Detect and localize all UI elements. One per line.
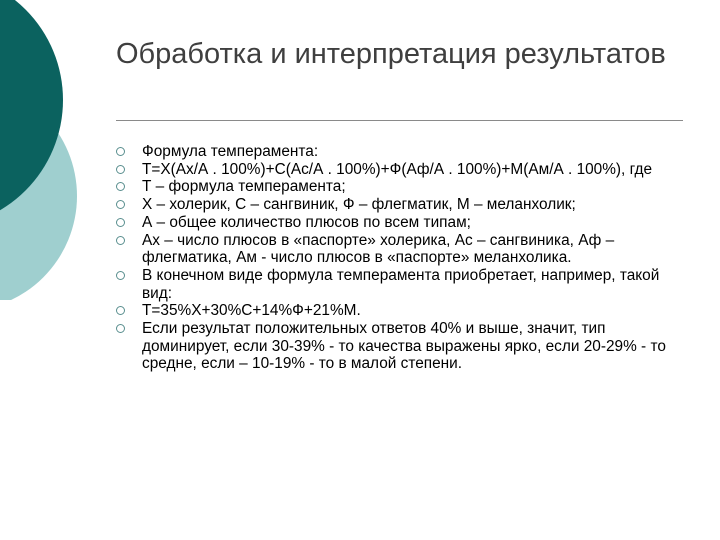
bullet-text: Х – холерик, С – сангвиник, Ф – флегматик, М – меланхолик;: [142, 196, 576, 214]
bullet-item: [116, 161, 686, 179]
bullet-item: [116, 178, 686, 196]
bullet-text: Т=Х(Ах/А . 100%)+С(Ас/А . 100%)+Ф(Аф/А . 100%)+М(Ам/А . 100%), где: [142, 160, 653, 178]
bullet-item: [116, 302, 686, 320]
decorative-circles: [0, 0, 80, 300]
bullet-marker-icon: [116, 218, 125, 227]
bullet-marker-icon: [116, 182, 125, 191]
bullet-marker-icon: [116, 271, 125, 280]
bullet-list: [116, 143, 686, 373]
bullet-item: [116, 143, 686, 161]
title-divider: [116, 120, 683, 121]
bullet-text: А – общее количество плюсов по всем типам;: [142, 213, 471, 231]
bullet-marker-icon: [116, 236, 125, 245]
bullet-item: [116, 196, 686, 214]
bullet-item: [116, 232, 686, 267]
bullet-text: Т – формула темперамента;: [142, 178, 346, 196]
bullet-marker-icon: [116, 306, 125, 315]
bullet-marker-icon: [116, 324, 125, 333]
bullet-text: Формула темперамента:: [142, 143, 319, 160]
bullet-text: Ах – число плюсов в «паспорте» холерика, Ас – сангвиника, Аф – флегматика, Ам - число плюсов в «паспорте» меланхолика.: [142, 231, 615, 267]
bullet-marker-icon: [116, 147, 125, 156]
bullet-marker-icon: [116, 165, 125, 174]
bullet-text: В конечном виде формула темперамента приобретает, например, такой вид:: [142, 266, 660, 302]
bullet-item: [116, 214, 686, 232]
bullet-marker-icon: [116, 200, 125, 209]
slide-title: Обработка и интерпретация результатов: [116, 38, 666, 70]
bullet-item: [116, 267, 686, 302]
bullet-item: [116, 320, 686, 373]
bullet-text: Т=35%Х+30%С+14%Ф+21%М.: [142, 302, 361, 320]
bullet-text: Если результат положительных ответов 40% и выше, значит, тип доминирует, если 30-39% - то качества выражены ярко, если 20-29% - то средне, если – 10-19% - то в малой степени.: [142, 320, 666, 373]
